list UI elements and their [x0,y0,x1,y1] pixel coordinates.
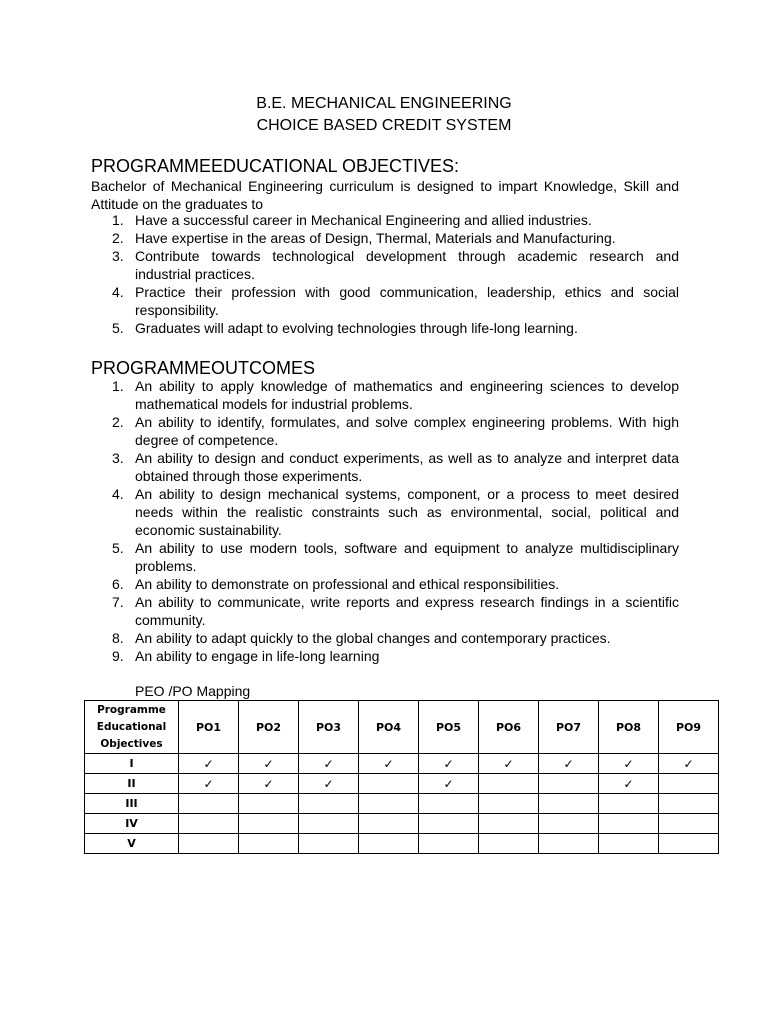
mapping-cell [419,794,479,814]
mapping-cell [179,794,239,814]
list-number: 8. [112,630,124,646]
peo-item-text: Have a successful career in Mechanical Engineering and allied industries. [135,212,592,228]
checkmark-icon: ✓ [623,756,634,771]
mapping-header-row [85,701,719,754]
po-item-text: An ability to communicate, write reports and express research findings in a scientific community. [135,594,679,628]
column-header-po4: PO4 [359,701,419,754]
table-row [85,814,719,834]
peo-item [91,211,679,229]
mapping-cell [539,754,599,774]
column-header-po1: PO1 [179,701,239,754]
list-number: 5. [112,540,124,556]
mapping-cell [599,754,659,774]
list-number: 5. [112,320,124,336]
mapping-cell [419,834,479,854]
mapping-cell [179,834,239,854]
po-item-text: An ability to demonstrate on professional and ethical responsibilities. [135,576,560,592]
header-objectives-cell [85,701,179,754]
mapping-cell [239,814,299,834]
checkmark-icon: ✓ [443,756,454,771]
checkmark-icon: ✓ [323,776,334,791]
list-number: 4. [112,284,124,300]
mapping-cell [419,814,479,834]
checkmark-icon: ✓ [683,756,694,771]
checkmark-icon: ✓ [503,756,514,771]
mapping-cell [479,754,539,774]
header-label-line: Educational [96,720,167,733]
mapping-cell [599,834,659,854]
mapping-cell [179,774,239,794]
peo-heading: PROGRAMMEEDUCATIONAL OBJECTIVES: [91,156,460,176]
document-title: B.E. MECHANICAL ENGINEERING [256,95,512,112]
mapping-cell [479,814,539,834]
mapping-cell [539,774,599,794]
peo-item-text: Graduates will adapt to evolving technologies through life-long learning. [135,320,578,336]
table-row [85,834,719,854]
column-header-po5: PO5 [419,701,479,754]
mapping-cell [359,774,419,794]
peo-item [91,319,679,337]
mapping-cell [239,794,299,814]
table-row [85,754,719,774]
checkmark-icon: ✓ [203,756,214,771]
peo-intro: Bachelor of Mechanical Engineering curriculum is designed to impart Knowledge, Skill and Attitude on the graduates to [91,178,679,212]
po-item [91,449,679,485]
mapping-cell [479,834,539,854]
row-label: V [85,834,179,854]
row-label: III [85,794,179,814]
mapping-cell [239,834,299,854]
mapping-cell [299,774,359,794]
peo-item-text: Have expertise in the areas of Design, Thermal, Materials and Manufacturing. [135,230,616,246]
po-item [91,377,679,413]
table-row [85,794,719,814]
checkmark-icon: ✓ [623,776,634,791]
mapping-cell [659,834,719,854]
mapping-cell [659,774,719,794]
po-heading: PROGRAMMEOUTCOMES [91,358,316,378]
mapping-cell [659,794,719,814]
po-item-text: An ability to apply knowledge of mathematics and engineering sciences to develop mathematical models for industrial problems. [135,378,679,412]
mapping-cell [299,794,359,814]
list-number: 3. [112,450,124,466]
mapping-cell [359,794,419,814]
mapping-cell [539,814,599,834]
po-item [91,485,679,539]
po-item [91,629,679,647]
mapping-cell [179,754,239,774]
po-item [91,539,679,575]
mapping-cell [599,774,659,794]
po-item-text: An ability to identify, formulates, and solve complex engineering problems. With high degree of competence. [135,414,679,448]
list-number: 2. [112,230,124,246]
peo-item [91,247,679,283]
po-item-text: An ability to engage in life-long learning [135,648,380,664]
mapping-body [85,754,719,854]
checkmark-icon: ✓ [203,776,214,791]
list-number: 7. [112,594,124,610]
list-number: 1. [112,212,124,228]
column-header-po8: PO8 [599,701,659,754]
mapping-cell [359,814,419,834]
checkmark-icon: ✓ [323,756,334,771]
checkmark-icon: ✓ [383,756,394,771]
mapping-cell [539,794,599,814]
column-header-po7: PO7 [539,701,599,754]
list-number: 2. [112,414,124,430]
mapping-cell [299,754,359,774]
po-item-text: An ability to design and conduct experiments, as well as to analyze and interpret data obtained through those experiments. [135,450,679,484]
list-number: 1. [112,378,124,394]
po-item [91,413,679,449]
list-number: 6. [112,576,124,592]
mapping-cell [239,754,299,774]
po-item [91,593,679,629]
list-number: 3. [112,248,124,264]
table-row [85,774,719,794]
list-number: 4. [112,486,124,502]
po-item [91,575,679,593]
mapping-cell [239,774,299,794]
po-item-text: An ability to design mechanical systems, component, or a process to meet desired needs within the realistic constraints such as environmental, social, political and economic sustainability. [135,486,679,538]
checkmark-icon: ✓ [443,776,454,791]
mapping-cell [419,774,479,794]
checkmark-icon: ✓ [263,776,274,791]
header-label-line: Objectives [100,737,163,750]
mapping-cell [599,814,659,834]
column-header-po2: PO2 [239,701,299,754]
mapping-cell [359,834,419,854]
mapping-cell [299,814,359,834]
column-header-po6: PO6 [479,701,539,754]
mapping-cell [359,754,419,774]
po-item [91,647,679,665]
peo-item [91,229,679,247]
mapping-cell [659,754,719,774]
mapping-cell [479,794,539,814]
mapping-caption: PEO /PO Mapping [135,683,251,699]
checkmark-icon: ✓ [563,756,574,771]
peo-item-text: Contribute towards technological development through academic research and industrial practices. [135,248,679,282]
header-label-line: Programme [97,703,166,716]
mapping-cell [659,814,719,834]
row-label: I [85,754,179,774]
checkmark-icon: ✓ [263,756,274,771]
peo-item-text: Practice their profession with good communication, leadership, ethics and social responsibility. [135,284,679,318]
peo-item [91,283,679,319]
mapping-cell [479,774,539,794]
po-item-text: An ability to adapt quickly to the global changes and contemporary practices. [135,630,611,646]
po-list [91,377,679,665]
po-item-text: An ability to use modern tools, software and equipment to analyze multidisciplinary problems. [135,540,679,574]
mapping-cell [539,834,599,854]
column-header-po9: PO9 [659,701,719,754]
row-label: II [85,774,179,794]
document-subtitle: CHOICE BASED CREDIT SYSTEM [256,117,512,134]
mapping-cell [179,814,239,834]
mapping-cell [599,794,659,814]
peo-po-mapping-table [84,700,719,854]
list-number: 9. [112,648,124,664]
row-label: IV [85,814,179,834]
mapping-cell [299,834,359,854]
peo-list [91,211,679,337]
mapping-cell [419,754,479,774]
column-header-po3: PO3 [299,701,359,754]
